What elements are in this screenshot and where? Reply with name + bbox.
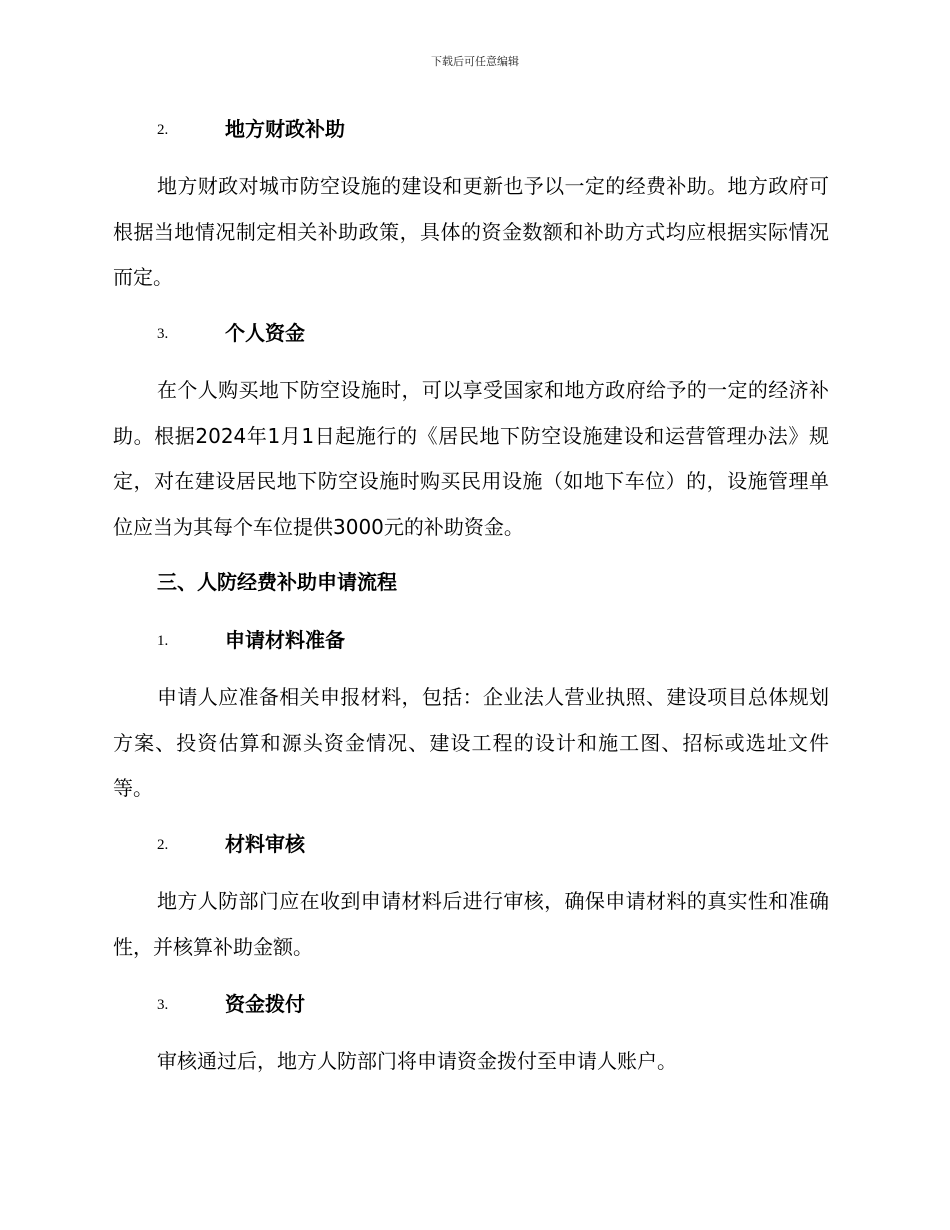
- heading-label: 地方财政补助: [225, 117, 345, 141]
- paragraph-local-finance-subsidy: 地方财政对城市防空设施的建设和更新也予以一定的经费补助。地方政府可根据当地情况制定相关补助政策，具体的资金数额和补助方式均应根据实际情况而定。: [113, 174, 829, 289]
- heading-number: 3.: [157, 326, 169, 342]
- chapter-heading-application-process: 三、人防经费补助申请流程: [157, 570, 397, 594]
- heading-number: 2.: [157, 837, 169, 853]
- heading-label: 个人资金: [225, 321, 305, 345]
- heading-number: 1.: [157, 633, 169, 649]
- page-header-note: 下载后可任意编辑: [431, 55, 519, 68]
- paragraph-personal-funds: 在个人购买地下防空设施时，可以享受国家和地方政府给予的一定的经济补助。根据2024年1月1日起施行的《居民地下防空设施建设和运营管理办法》规定，对在建设居民地下防空设施时购买民用设施（如地下车位）的，设施管理单位应当为其每个车位提供3000元的补助资金。: [113, 378, 829, 539]
- paragraph-fund-disbursement: 审核通过后，地方人防部门将申请资金拨付至申请人账户。: [157, 1049, 677, 1073]
- heading-application-materials: [157, 625, 857, 655]
- heading-fund-disbursement: [157, 989, 857, 1019]
- heading-personal-funds: [157, 318, 857, 348]
- heading-number: 3.: [157, 997, 169, 1013]
- heading-local-finance-subsidy: [157, 114, 857, 144]
- heading-label: 材料审核: [225, 832, 305, 856]
- heading-material-review: [157, 829, 857, 859]
- heading-number: 2.: [157, 122, 169, 138]
- paragraph-material-review: 地方人防部门应在收到申请材料后进行审核，确保申请材料的真实性和准确性，并核算补助金额。: [113, 889, 829, 959]
- paragraph-application-materials: 申请人应准备相关申报材料，包括：企业法人营业执照、建设项目总体规划方案、投资估算和源头资金情况、建设工程的设计和施工图、招标或选址文件等。: [113, 685, 829, 800]
- heading-label: 资金拨付: [225, 992, 305, 1016]
- heading-label: 申请材料准备: [225, 628, 345, 652]
